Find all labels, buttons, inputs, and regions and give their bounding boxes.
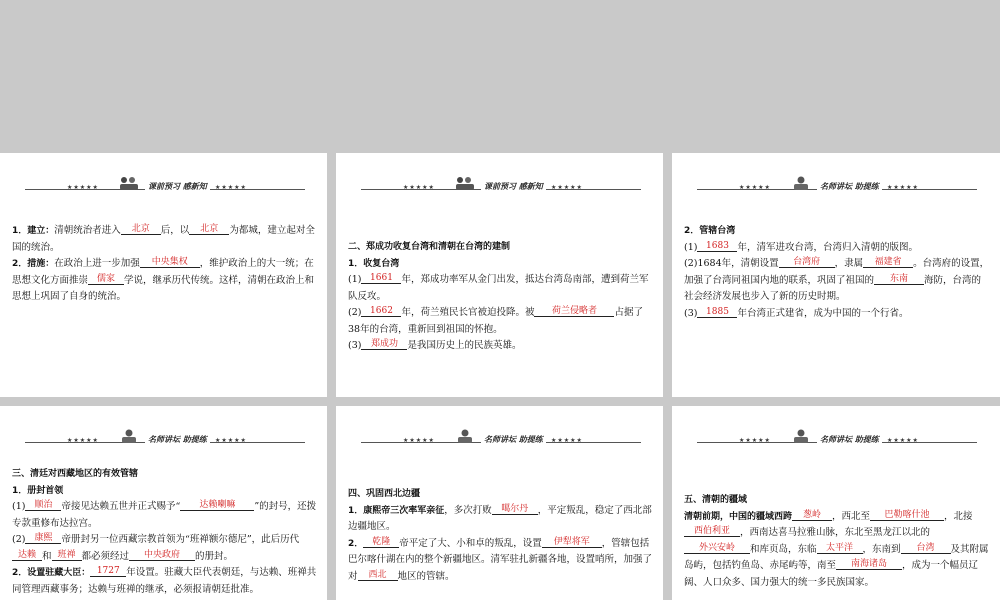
answer-blank: 北京 (121, 224, 161, 235)
banner-title: 名师讲坛 助提练 (481, 434, 546, 445)
banner-title: 课前预习 感新知 (145, 181, 210, 192)
paragraph: 1．建立：清朝统治者进入 北京 后，以 北京 为都城，建立起对全国的统治。 (12, 224, 315, 253)
answer-blank: 班禅 (52, 550, 82, 561)
stars-decoration: ★★★★★ (739, 184, 771, 191)
slide-content (12, 466, 317, 598)
list-item: (1) 1661 年，郑成功率军从金门出发，抵达台湾岛南部，遭到荷兰军队反攻。 (348, 273, 649, 302)
stars-decoration: ★★★★★ (887, 437, 919, 444)
answer-blank: 郑成功 (361, 339, 407, 350)
section-banner (361, 434, 641, 448)
teacher-icon (789, 428, 813, 444)
answer-blank: 1662 (361, 306, 401, 317)
list-item: 2． 乾隆 帝平定了大、小和卓的叛乱，设置 伊犁将军 ，管辖包括巴尔喀什湖在内的整个新疆地区。清军驻扎新疆各地，设置哨所，加强了对 西北 地区的管辖。 (348, 536, 653, 582)
answer-blank: 外兴安岭 (684, 543, 750, 554)
answer-blank: 1683 (697, 241, 737, 252)
stars-decoration: ★★★★★ (403, 437, 435, 444)
list-item: (1) 顺治 帝接见达赖五世并正式赐予“ 达赖喇嘛 ”的封号，还拨专款重修布达拉宫。 (12, 500, 317, 529)
section-heading: 二、郑成功收复台湾和清朝在台湾的建制 (348, 242, 511, 252)
answer-blank: 北京 (189, 224, 229, 235)
stars-decoration: ★★★★★ (67, 184, 99, 191)
answer-blank: 福建省 (863, 257, 913, 268)
banner-title: 课前预习 感新知 (481, 181, 546, 192)
paragraph: 清朝前期，中国的疆域西跨 葱岭 ，西北至 巴勒喀什池 ，北接西伯利亚 ，西南达喜马拉雅山脉，东北至黑龙江以北的外兴安岭 和库页岛，东临 太平洋 ，东南到 台湾 及其附属岛屿，包括钓鱼岛、赤尾屿等，南至 南海诸岛 ，成为一个幅员辽阔、人口众多、国力强大的统一多民族国家。 (684, 509, 989, 588)
stars-decoration: ★★★★★ (67, 437, 99, 444)
slide-content (684, 223, 990, 322)
section-heading: 四、巩固西北边疆 (348, 489, 421, 499)
answer-blank: 1885 (697, 307, 737, 318)
section-banner (25, 181, 305, 195)
stars-decoration: ★★★★★ (551, 437, 583, 444)
teacher-icon (789, 175, 813, 191)
answer-blank: 中央集权 (140, 257, 200, 268)
answer-blank: 达赖 (12, 550, 42, 561)
stars-decoration: ★★★★★ (215, 184, 247, 191)
stars-decoration: ★★★★★ (403, 184, 435, 191)
answer-blank: 中央政府 (129, 550, 195, 561)
slide-content (12, 223, 317, 306)
answer-blank: 伊犁将军 (542, 537, 602, 548)
answer-blank: 儒家 (88, 274, 124, 285)
answer-blank: 荷兰侵略者 (534, 306, 614, 317)
answer-blank: 台湾府 (779, 257, 835, 268)
students-icon (117, 175, 141, 191)
list-item: (1) 1683 年，清军进攻台湾，台湾归入清朝的版图。 (684, 240, 918, 253)
list-item: 1．康熙帝三次率军亲征，多次打败 噶尔丹 ，平定叛乱，稳定了西北部边疆地区。 (348, 503, 652, 532)
slide-3 (672, 153, 1000, 397)
sub-heading: 1．收复台湾 (348, 258, 400, 269)
section-banner (361, 181, 641, 195)
slide-1 (0, 153, 327, 397)
answer-blank: 东南 (874, 274, 924, 285)
list-item: (2) 康熙 帝册封另一位西藏宗教首领为“班禅额尔德尼”，此后历代达赖 和 班禅 都必须经过 中央政府 的册封。 (12, 533, 300, 562)
section-banner (25, 434, 305, 448)
answer-blank: 乾隆 (363, 537, 399, 548)
section-heading: 三、清廷对西藏地区的有效管辖 (12, 469, 139, 479)
slide-2 (336, 153, 663, 397)
teacher-icon (117, 428, 141, 444)
section-heading: 五、清朝的疆域 (684, 495, 748, 505)
slide-5 (336, 406, 663, 600)
banner-title: 名师讲坛 助提练 (817, 181, 882, 192)
answer-blank: 顺治 (25, 500, 61, 511)
slide-4 (0, 406, 327, 600)
banner-title: 名师讲坛 助提练 (817, 434, 882, 445)
sub-heading: 1．册封首领 (12, 485, 64, 496)
list-item: 2．设置驻藏大臣： 1727 年设置。驻藏大臣代表朝廷，与达赖、班禅共同管理西藏事务；达赖与班禅的继承，必须报请朝廷批准。 (12, 566, 317, 595)
stars-decoration: ★★★★★ (551, 184, 583, 191)
answer-blank: 巴勒喀什池 (870, 510, 944, 521)
list-item: (2) 1662 年，荷兰殖民长官被迫投降。被 荷兰侵略者 占据了38年的台湾，重新回到祖国的怀抱。 (348, 306, 643, 335)
paragraph: 2．措施：在政治上进一步加强 中央集权 ，维护政治上的大一统；在思想文化方面推崇 儒家 学说，继承历代传统。这样，清朝在政治上和思想上巩固了自身的统治。 (12, 257, 315, 302)
slide-content (348, 486, 653, 585)
answer-blank: 噶尔丹 (492, 504, 538, 515)
stars-decoration: ★★★★★ (887, 184, 919, 191)
section-banner (697, 434, 977, 448)
teacher-icon (453, 428, 477, 444)
answer-blank: 康熙 (25, 533, 61, 544)
answer-blank: 西北 (358, 570, 398, 581)
answer-blank: 西伯利亚 (684, 526, 740, 537)
answer-blank: 南海诸岛 (836, 559, 902, 570)
answer-blank: 台湾 (901, 543, 951, 554)
list-item: (3) 1885 年台湾正式建省，成为中国的一个行省。 (684, 306, 909, 319)
answer-blank: 达赖喇嘛 (180, 500, 254, 511)
students-icon (453, 175, 477, 191)
slide-content (684, 492, 990, 591)
stars-decoration: ★★★★★ (739, 437, 771, 444)
answer-blank: 葱岭 (792, 510, 832, 521)
answer-blank: 太平洋 (817, 543, 863, 554)
slide-content (348, 239, 653, 355)
slide-6 (672, 406, 1000, 600)
list-item: (2)1684年，清朝设置 台湾府 ，隶属 福建省 。台湾府的设置，加强了台湾同祖国内地的联系，巩固了祖国的 东南 海防，台湾的社会经济发展也步入了新的历史时期。 (684, 257, 990, 302)
stars-decoration: ★★★★★ (215, 437, 247, 444)
list-item: (3) 郑成功 是我国历史上的民族英雄。 (348, 339, 522, 351)
answer-blank: 1727 (90, 566, 126, 577)
answer-blank: 1661 (361, 273, 401, 284)
section-banner (697, 181, 977, 195)
sub-heading: 2．管辖台湾 (684, 226, 736, 236)
banner-title: 名师讲坛 助提练 (145, 434, 210, 445)
